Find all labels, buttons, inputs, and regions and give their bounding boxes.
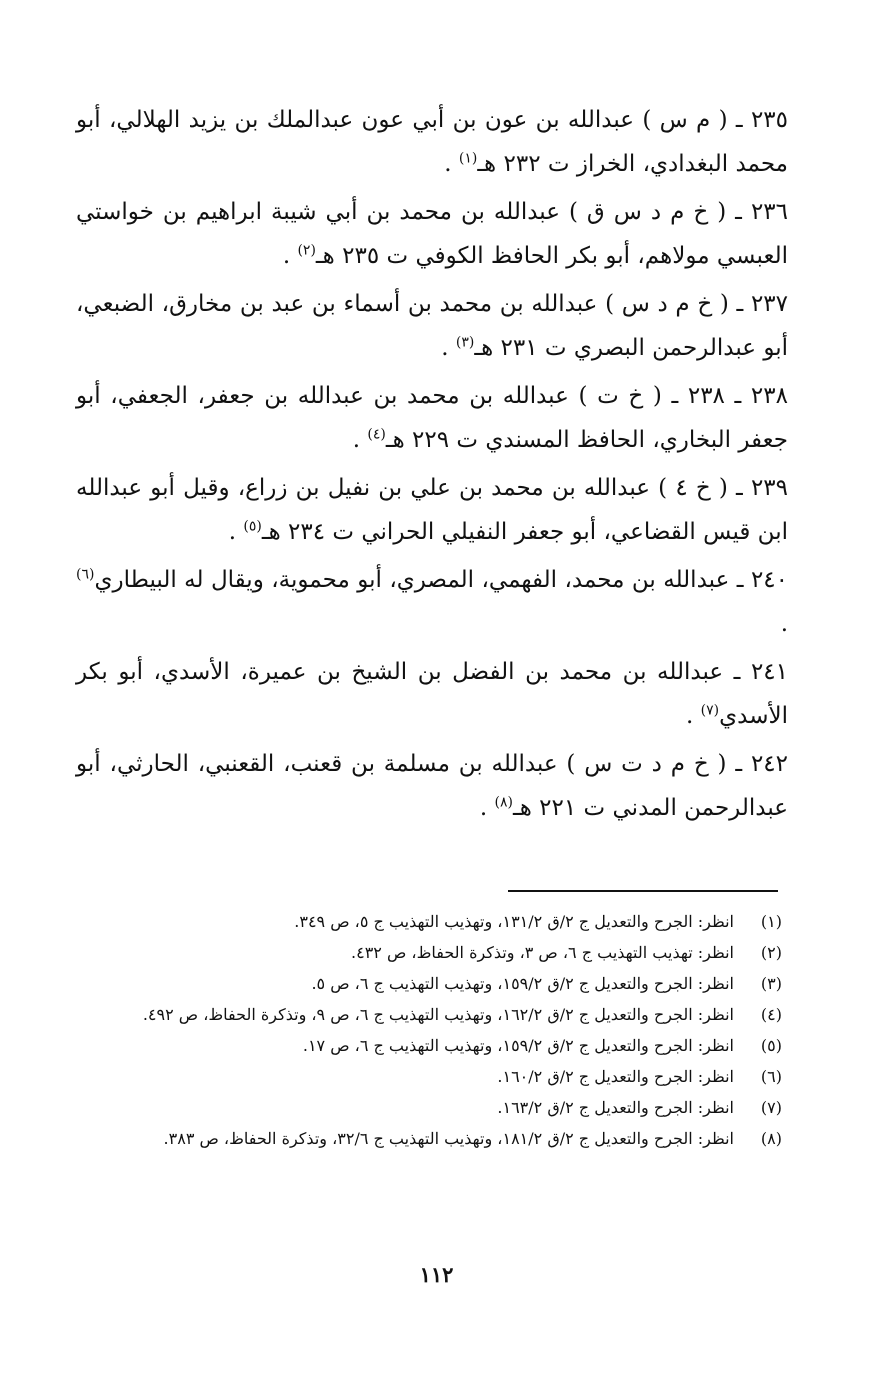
- entry-text: ٢٤١ ـ عبدالله بن محمد بن الفضل بن الشيخ بن عميرة، الأسدي، أبو بكر الأسدي: [76, 659, 788, 729]
- footnote-text: انظر: الجرح والتعديل ج ٢/ق ١٣١/٢، وتهذيب التهذيب ج ٥، ص ٣٤٩.: [294, 912, 734, 931]
- biography-entries: [76, 98, 788, 834]
- entry-text: ٢٣٧ ـ ( خ م د س ) عبدالله بن محمد بن أسماء بن عبد بن مخارق، الضبعي، أبو عبدالرحمن البصري ت ٢٣١ هـ: [76, 291, 788, 361]
- entry-237: [76, 282, 788, 370]
- footnote-ref: (٧): [700, 702, 720, 719]
- entry-text: ٢٣٨ ـ ٢٣٨ ـ ( خ ت ) عبدالله بن محمد بن عبدالله بن جعفر، الجعفي، أبو جعفر البخاري، الحافظ المسندي ت ٢٢٩ هـ: [76, 383, 788, 453]
- footnote-ref: (٤): [367, 426, 386, 443]
- page-number: ١١٢: [419, 1262, 454, 1287]
- footnote-text: انظر: تهذيب التهذيب ج ٦، ص ٣، وتذكرة الحفاظ، ص ٤٣٢.: [351, 943, 734, 962]
- entry-242: [76, 742, 788, 830]
- footnote-divider: [508, 890, 778, 892]
- entry-end: .: [780, 611, 788, 637]
- footnote-ref: (٣): [455, 334, 475, 351]
- footnotes: [70, 906, 782, 1154]
- footnote-number: (٣): [760, 974, 782, 993]
- footnote-7: [70, 1092, 782, 1123]
- entry-end: .: [444, 151, 459, 177]
- entry-240: [76, 558, 788, 646]
- entry-end: .: [228, 519, 244, 545]
- entry-end: .: [441, 335, 456, 361]
- footnote-ref: (٦): [76, 566, 95, 583]
- footnote-text: انظر: الجرح والتعديل ج ٢/ق ١٥٩/٢، وتهذيب التهذيب ج ٦، ص ١٧.: [302, 1036, 734, 1055]
- footnote-number: (٦): [760, 1067, 782, 1086]
- footnote-ref: (٨): [494, 794, 513, 811]
- footnote-4: [70, 999, 782, 1030]
- entry-238: [76, 374, 788, 462]
- entry-text: ٢٤٢ ـ ( خ م د ت س ) عبدالله بن مسلمة بن قعنب، القعنبي، الحارثي، أبو عبدالرحمن المدني ت ٢٢١ هـ: [76, 751, 788, 821]
- footnote-ref: (١): [458, 150, 478, 167]
- footnote-text: انظر: الجرح والتعديل ج ٢/ق ١٥٩/٢، وتهذيب التهذيب ج ٦، ص ٥.: [311, 974, 734, 993]
- footnote-text: انظر: الجرح والتعديل ج ٢/ق ١٦٣/٢.: [497, 1098, 734, 1117]
- entry-end: .: [686, 703, 701, 729]
- footnote-text: انظر: الجرح والتعديل ج ٢/ق ١٨١/٢، وتهذيب التهذيب ج ٣٢/٦، وتذكرة الحفاظ، ص ٣٨٣.: [163, 1129, 734, 1148]
- entry-239: [76, 466, 788, 554]
- footnote-number: (٧): [760, 1098, 782, 1117]
- entry-text: ٢٣٦ ـ ( خ م د س ق ) عبدالله بن محمد بن أبي شيبة ابراهيم بن خواستي العبسي مولاهم، أبو بكر الحافظ الكوفي ت ٢٣٥ هـ: [76, 199, 788, 269]
- entry-end: .: [479, 795, 495, 821]
- footnote-ref: (٢): [297, 242, 316, 259]
- footnote-2: [70, 937, 782, 968]
- entry-text: ٢٣٥ ـ ( م س ) عبدالله بن عون بن أبي عون عبدالملك بن يزيد الهلالي، أبو محمد البغدادي، الخراز ت ٢٣٢ هـ: [76, 107, 788, 177]
- entry-text: ٢٣٩ ـ ( خ ٤ ) عبدالله بن محمد بن علي بن نفيل بن زراع، وقيل أبو عبدالله ابن قيس القضاعي، أبو جعفر النفيلي الحراني ت ٢٣٤ هـ: [76, 475, 788, 545]
- entry-end: .: [352, 427, 368, 453]
- footnote-1: [70, 906, 782, 937]
- entry-text: ٢٤٠ ـ عبدالله بن محمد، الفهمي، المصري، أبو محموية، ويقال له البيطاري: [94, 567, 788, 593]
- footnote-text: انظر: الجرح والتعديل ج ٢/ق ١٦٢/٢، وتهذيب التهذيب ج ٦، ص ٩، وتذكرة الحفاظ، ص ٤٩٢.: [142, 1005, 734, 1024]
- footnote-ref: (٥): [243, 518, 262, 535]
- footnote-number: (١): [760, 912, 782, 931]
- entry-236: [76, 190, 788, 278]
- footnote-5: [70, 1030, 782, 1061]
- footnote-8: [70, 1123, 782, 1154]
- footnote-number: (٤): [760, 1005, 782, 1024]
- footnote-text: انظر: الجرح والتعديل ج ٢/ق ١٦٠/٢.: [497, 1067, 734, 1086]
- footnote-3: [70, 968, 782, 999]
- footnote-6: [70, 1061, 782, 1092]
- entry-end: .: [282, 243, 298, 269]
- entry-235: [76, 98, 788, 186]
- footnote-number: (٥): [760, 1036, 782, 1055]
- footnote-number: (٢): [760, 943, 782, 962]
- footnote-number: (٨): [760, 1129, 782, 1148]
- entry-241: [76, 650, 788, 738]
